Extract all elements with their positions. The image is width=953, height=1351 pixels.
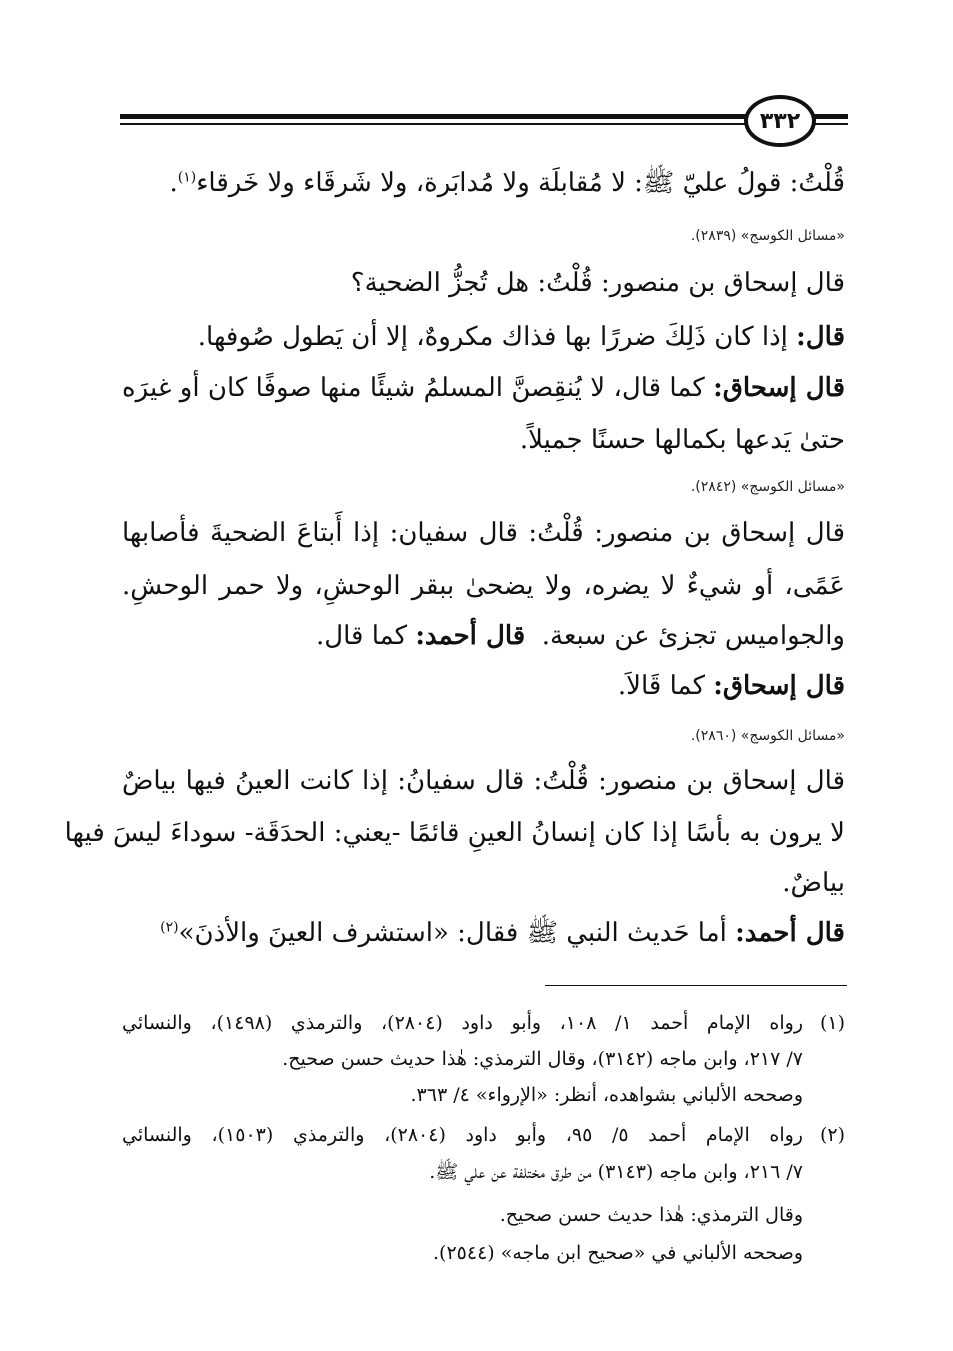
- paragraph-7-line-3: بياضٌ.: [782, 868, 845, 898]
- paragraph-4-line-2: حتىٰ يَدعها بكمالها حسنًا جميلاً.: [519, 425, 845, 455]
- p3-text: إذا كان ذَلِكَ ضررًا بها فذاك مكروهٌ، إلا أن يَطول صُوفها.: [197, 322, 797, 352]
- footnote-ref-2[interactable]: (٢): [160, 919, 179, 936]
- footnote-separator: [545, 985, 847, 986]
- speaker-label: قال أحمد:: [415, 621, 526, 651]
- p6-text: كما قَالاَ.: [617, 671, 714, 701]
- paragraph-4-line-1: [122, 373, 845, 403]
- footnote-2-number: (٢): [819, 1124, 845, 1146]
- source-citation-3: «مسائل الكوسج» (٢٨٦٠).: [690, 728, 845, 744]
- paragraph-2: قال إسحاق بن منصور: قُلْتُ: هل تُجزُّ الضحية؟: [350, 268, 845, 298]
- footnote-1-line-3: وصححه الألباني بشواهده، أنظر: «الإرواء» ٤/ ٣٦٣.: [410, 1084, 803, 1106]
- footnote-2-line-3: وقال الترمذي: هٰذا حديث حسن صحيح.: [499, 1204, 803, 1226]
- header-rule-thin: [120, 123, 748, 125]
- p4-text: كما قال، لا يُنقِصنَّ المسلمُ شيئًا منها صوفًا كان أو غيرَه: [122, 373, 714, 403]
- footnote-1-line-1: رواه الإمام أحمد ١/ ١٠٨، وأبو داود (٢٨٠٤)، والترمذي (١٤٩٨)، والنسائي: [122, 1012, 803, 1034]
- footnote-ref-1[interactable]: (١): [177, 169, 197, 186]
- speaker-label: قال أحمد:: [735, 918, 845, 948]
- footnote-1-line-2: ٧/ ٢١٧، وابن ماجه (٣١٤٢)، وقال الترمذي: هٰذا حديث حسن صحيح.: [282, 1048, 803, 1070]
- footnote-2-line-4: وصححه الألباني في «صحيح ابن ماجه» (٢٥٤٤).: [433, 1242, 803, 1264]
- paragraph-5-line-1: قال إسحاق بن منصور: قُلْتُ: قال سفيان: إذا أَبتاعَ الضحيةَ فأصابها: [122, 518, 845, 548]
- paragraph-3: [198, 322, 845, 352]
- header-rule-right: [812, 114, 848, 119]
- p5-line3-text: والجواميس تجزئ عن سبعة.: [541, 621, 845, 651]
- speaker-label: قال إسحاق:: [713, 373, 845, 403]
- page-number: [744, 95, 816, 147]
- footnote-2-line-1: رواه الإمام أحمد ٥/ ٩٥، وأبو داود (٢٨٠٤)، والترمذي (١٥٠٣)، والنسائي: [122, 1124, 803, 1146]
- p1-end: .: [169, 168, 178, 198]
- paragraph-6: [618, 671, 845, 701]
- p1-text: قُلْتُ: قولُ عليّ ﷺ: لا مُقابلَة ولا مُدابَرة، ولا شَرقَاء ولا خَرقاء: [196, 168, 845, 198]
- paragraph-7-line-1: قال إسحاق بن منصور: قُلْتُ: قال سفيانُ: إذا كانت العينُ فيها بياضٌ: [122, 766, 845, 796]
- p5-line3-end: كما قال.: [315, 621, 416, 651]
- paragraph-5-line-2: عَمًى، أو شيءٌ لا يضره، ولا يضحىٰ ببقر الوحشِ، ولا حمر الوحشِ.: [122, 571, 845, 601]
- header-rule: [120, 114, 748, 119]
- p8-text: أما حَديث النبي ﷺ فقال: «استشرف العينَ والأذنَ»: [178, 918, 736, 948]
- footnote-2-line-2: ٧/ ٢١٦، وابن ماجه (٣١٤٣) من طرق مختلفة عن علي ﷺ.: [429, 1161, 803, 1183]
- speaker-label: قال:: [796, 322, 845, 352]
- paragraph-1: [169, 166, 845, 204]
- paragraph-7-line-2: لا يرون به بأسًا إذا كان إنسانُ العينِ قائمًا -يعني: الحدَقَة- سوداءَ ليسَ فيها: [64, 818, 845, 848]
- paragraph-8: [160, 916, 845, 954]
- source-citation-2: «مسائل الكوسج» (٢٨٤٢).: [690, 479, 845, 495]
- header-rule-right-thin: [812, 123, 848, 125]
- footnote-1-number: (١): [819, 1012, 845, 1034]
- speaker-label: قال إسحاق:: [713, 671, 845, 701]
- paragraph-5-line-3: [316, 621, 845, 651]
- source-citation-1: «مسائل الكوسج» (٢٨٣٩).: [690, 228, 845, 244]
- page-number-text: ٣٣٢: [759, 108, 801, 134]
